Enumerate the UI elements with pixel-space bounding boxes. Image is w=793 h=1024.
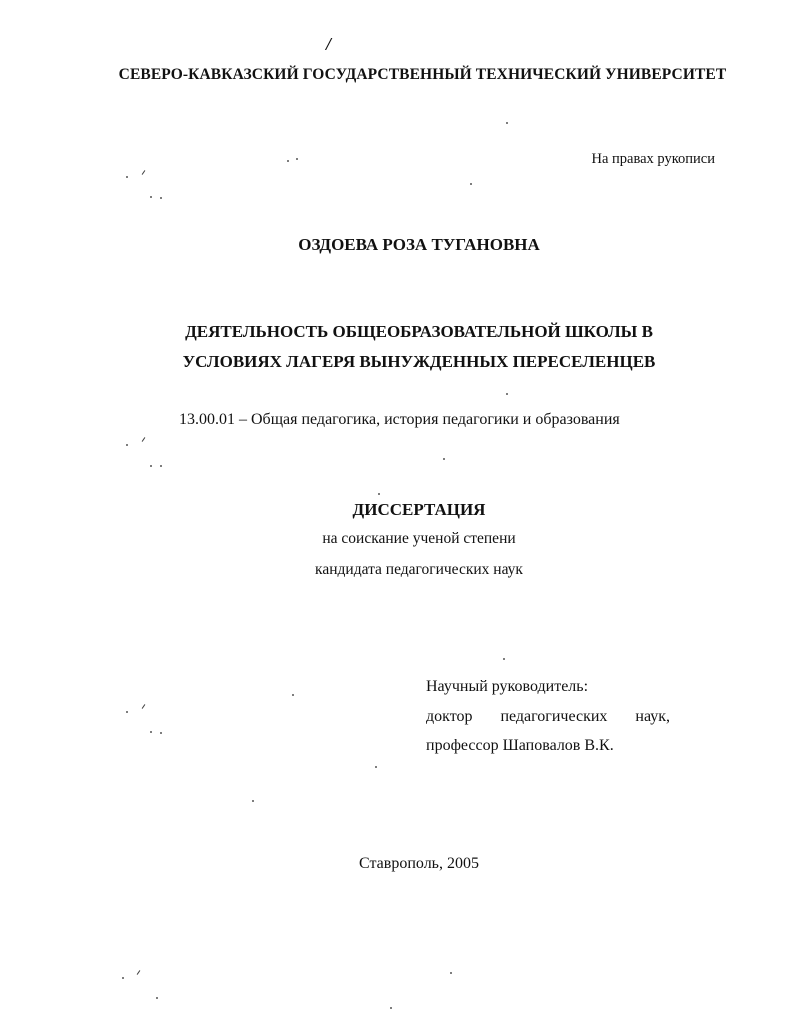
scan-speck — [142, 704, 146, 709]
scan-speck — [292, 694, 294, 696]
scan-speck — [378, 493, 380, 495]
scan-speck — [252, 800, 254, 802]
university-name: СЕВЕРО-КАВКАЗСКИЙ ГОСУДАРСТВЕННЫЙ ТЕХНИЧЕСКИЙ УНИВЕРСИТЕТ — [118, 66, 727, 83]
scan-speck — [450, 972, 452, 974]
scan-speck — [137, 970, 141, 975]
scan-speck — [503, 658, 505, 660]
advisor-degree: доктор педагогических наук, — [426, 708, 670, 725]
degree-line-1: на соискание ученой степени — [322, 530, 516, 547]
scan-speck — [160, 197, 162, 199]
thesis-title-line-1: ДЕЯТЕЛЬНОСТЬ ОБЩЕОБРАЗОВАТЕЛЬНОЙ ШКОЛЫ В — [185, 322, 653, 341]
scan-speck — [296, 158, 298, 160]
document-type: ДИССЕРТАЦИЯ — [352, 500, 486, 519]
degree-line-2: кандидата педагогических наук — [315, 561, 523, 578]
top-pen-mark: / — [326, 34, 332, 54]
specialty-code: 13.00.01 – Общая педагогика, история педагогики и образования — [179, 411, 620, 428]
scan-speck — [506, 122, 508, 124]
scan-speck — [470, 183, 472, 185]
scan-speck — [122, 977, 124, 979]
scan-speck — [443, 458, 445, 460]
scan-speck — [150, 465, 152, 467]
scan-speck — [287, 160, 289, 162]
scan-speck — [150, 196, 152, 198]
scan-speck — [150, 731, 152, 733]
scan-speck — [126, 444, 128, 446]
rights-note: На правах рукописи — [591, 151, 715, 167]
advisor-heading: Научный руководитель: — [426, 678, 589, 695]
scan-speck — [506, 393, 508, 395]
author-name: ОЗДОЕВА РОЗА ТУГАНОВНА — [298, 235, 540, 254]
scan-speck — [126, 711, 128, 713]
scan-speck — [126, 176, 128, 178]
scan-speck — [160, 732, 162, 734]
thesis-title-line-2: УСЛОВИЯХ ЛАГЕРЯ ВЫНУЖДЕННЫХ ПЕРЕСЕЛЕНЦЕВ — [182, 352, 656, 371]
scan-speck — [375, 766, 377, 768]
scan-speck — [390, 1007, 392, 1009]
scan-speck — [142, 170, 146, 175]
scan-speck — [142, 437, 146, 442]
scan-speck — [160, 465, 162, 467]
advisor-name: профессор Шаповалов В.К. — [426, 737, 614, 754]
scan-speck — [156, 997, 158, 999]
city-year: Ставрополь, 2005 — [359, 855, 479, 872]
